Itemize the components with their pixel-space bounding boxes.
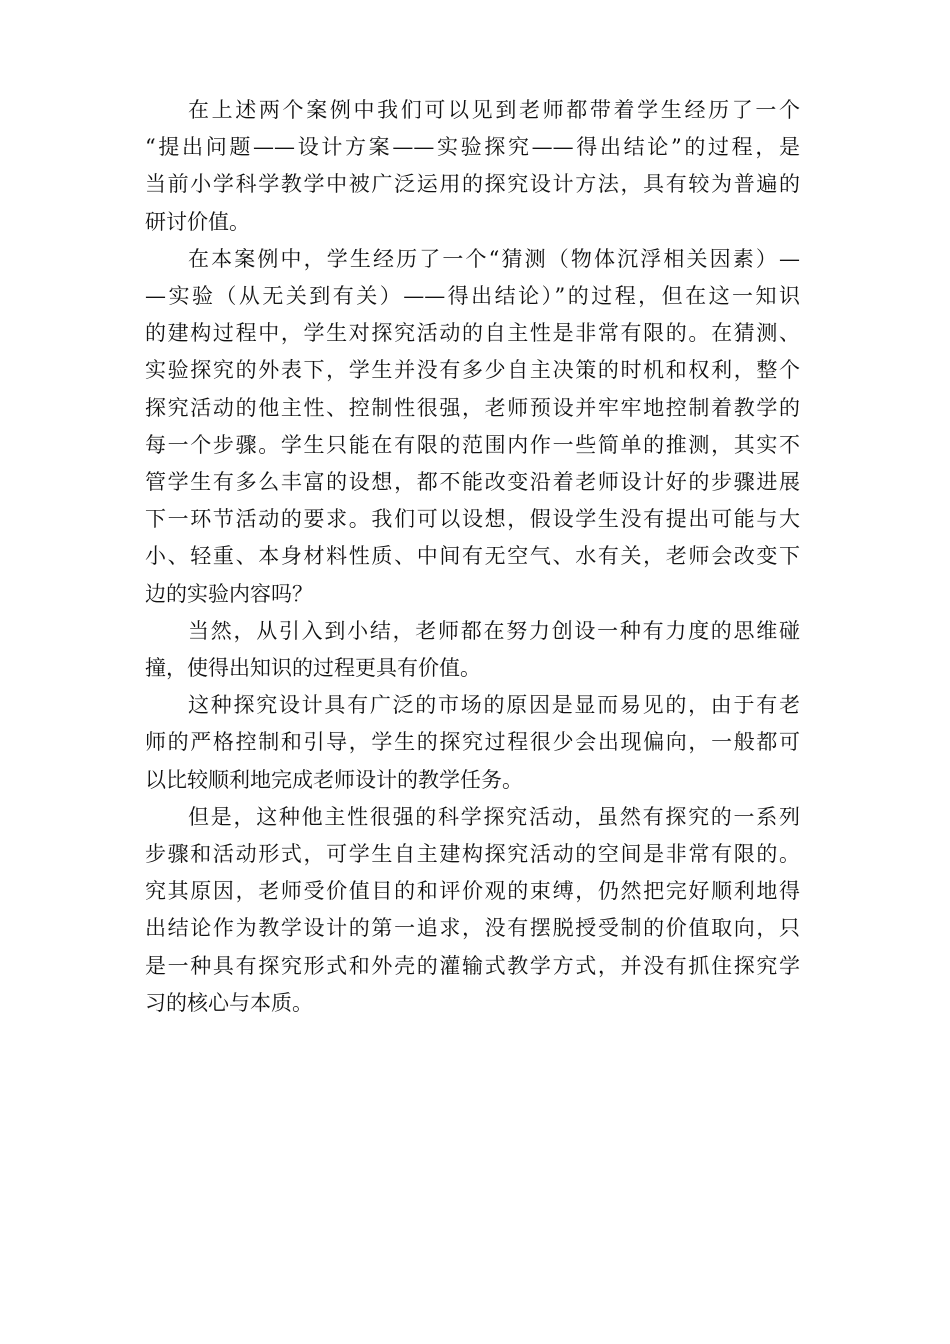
paragraph-line: “提出问题——设计方案——实验探究——得出结论”的过程，是 <box>145 135 800 160</box>
paragraph-line: 的建构过程中，学生对探究活动的自主性是非常有限的。在猜测、 <box>145 321 800 346</box>
paragraph-line: 是一种具有探究形式和外壳的灌输式教学方式，并没有抓住探究学 <box>145 953 800 978</box>
paragraph-4 <box>145 687 800 799</box>
paragraph-1 <box>145 92 800 241</box>
paragraph-line: 当然，从引入到小结，老师都在努力创设一种有力度的思维碰 <box>188 618 800 643</box>
paragraph-line: 师的严格控制和引导，学生的探究过程很少会出现偏向，一般都可 <box>145 730 800 755</box>
paragraph-2 <box>145 241 800 613</box>
paragraph-line: 探究活动的他主性、控制性很强，老师预设并牢牢地控制着教学的 <box>145 395 800 420</box>
paragraph-line: 下一环节活动的要求。我们可以设想，假设学生没有提出可能与大 <box>145 507 800 532</box>
paragraph-line: 究其原因，老师受价值目的和评价观的束缚，仍然把完好顺利地得 <box>145 879 800 904</box>
paragraph-line: 实验探究的外表下，学生并没有多少自主决策的时机和权利，整个 <box>145 358 800 383</box>
paragraph-line: 当前小学科学教学中被广泛运用的探究设计方法，具有较为普遍的 <box>145 172 800 197</box>
paragraph-line: 边的实验内容吗？ <box>145 581 313 606</box>
paragraph-line: 步骤和活动形式，可学生自主建构探究活动的空间是非常有限的。 <box>145 842 800 867</box>
paragraph-line: 但是，这种他主性很强的科学探究活动，虽然有探究的一系列 <box>188 804 800 829</box>
paragraph-line: 出结论作为教学设计的第一追求，没有摆脱授受制的价值取向，只 <box>145 916 800 941</box>
paragraph-line: 这种探究设计具有广泛的市场的原因是显而易见的，由于有老 <box>188 693 800 718</box>
paragraph-line: 管学生有多么丰富的设想，都不能改变沿着老师设计好的步骤进展 <box>145 470 800 495</box>
paragraph-line: 以比较顺利地完成老师设计的教学任务。 <box>145 767 523 792</box>
paragraph-line: 在本案例中，学生经历了一个“猜测（物体沉浮相关因素）— <box>188 246 800 271</box>
paragraph-3 <box>145 613 800 687</box>
paragraph-line: 小、轻重、本身材料性质、中间有无空气、水有关，老师会改变下 <box>145 544 800 569</box>
paragraph-line: 习的核心与本质。 <box>145 990 313 1015</box>
paragraph-line: 研讨价值。 <box>145 209 250 234</box>
paragraph-5 <box>145 799 800 1022</box>
paragraph-line: 每一个步骤。学生只能在有限的范围内作一些简单的推测，其实不 <box>145 432 800 457</box>
paragraph-line: 撞，使得出知识的过程更具有价值。 <box>145 656 481 681</box>
document-body <box>145 92 800 1022</box>
paragraph-line: —实验（从无关到有关）——得出结论）”的过程，但在这一知识 <box>145 284 800 309</box>
paragraph-line: 在上述两个案例中我们可以见到老师都带着学生经历了一个 <box>188 98 800 122</box>
